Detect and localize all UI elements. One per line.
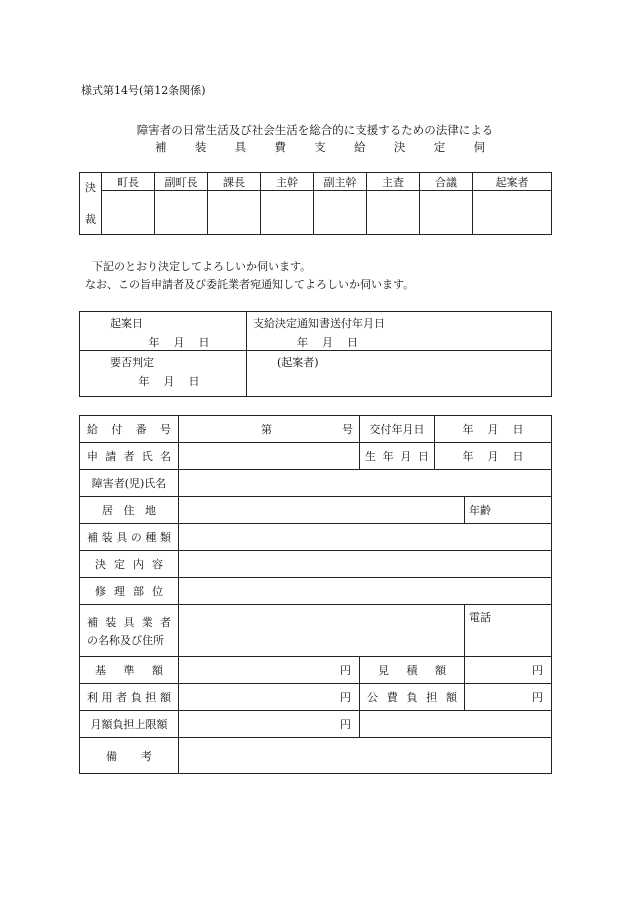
applicant-name-label: 申 請 者 氏 名 bbox=[80, 443, 179, 470]
stamp-box[interactable] bbox=[102, 191, 155, 235]
age-label: 年齢 bbox=[469, 504, 491, 517]
role-mayor: 町長 bbox=[102, 173, 155, 191]
device-type-field[interactable] bbox=[179, 524, 552, 551]
role-drafter: 起案者 bbox=[473, 173, 552, 191]
user-burden-label: 利 用 者 負 担 額 bbox=[80, 684, 179, 711]
public-burden-field[interactable]: 円 bbox=[465, 684, 552, 711]
necessity-ymd: 年 月 日 bbox=[138, 375, 200, 388]
monthly-limit-label: 月額負担上限額 bbox=[80, 711, 179, 738]
stamp-box[interactable] bbox=[155, 191, 208, 235]
applicant-name-field[interactable] bbox=[179, 443, 360, 470]
repair-part-label: 修 理 部 位 bbox=[80, 578, 179, 605]
necessity-label: 要否判定 bbox=[110, 356, 154, 369]
notice-date-cell[interactable] bbox=[247, 312, 552, 351]
draft-date-label: 起案日 bbox=[110, 317, 143, 330]
remarks-label: 備 考 bbox=[80, 738, 179, 774]
user-burden-field[interactable]: 円 bbox=[179, 684, 360, 711]
role-deputy-manager: 副主幹 bbox=[314, 173, 367, 191]
role-section-chief: 課長 bbox=[208, 173, 261, 191]
public-burden-label: 公 費 負 担 額 bbox=[360, 684, 465, 711]
role-chief-clerk: 主査 bbox=[367, 173, 420, 191]
birth-date-field[interactable]: 年 月 日 bbox=[435, 443, 552, 470]
stamp-box[interactable] bbox=[314, 191, 367, 235]
address-field[interactable] bbox=[179, 497, 465, 524]
birth-date-label: 生 年 月 日 bbox=[360, 443, 435, 470]
body-text-1: 下記のとおり決定してよろしいか伺います。 bbox=[92, 260, 312, 273]
issue-date-field[interactable]: 年 月 日 bbox=[435, 416, 552, 443]
stamp-box[interactable] bbox=[208, 191, 261, 235]
title-line-2: 補 装 具 費 支 給 決 定 伺 bbox=[155, 140, 485, 154]
device-type-label: 補 装 具 の 種 類 bbox=[80, 524, 179, 551]
issue-date-label: 交付年月日 bbox=[360, 416, 435, 443]
approval-side-label: 決 裁 bbox=[80, 173, 102, 235]
approval-table bbox=[79, 172, 552, 235]
benefit-number-label: 給 付 番 号 bbox=[80, 416, 179, 443]
draft-date-ymd: 年 月 日 bbox=[148, 336, 210, 349]
disabled-person-name-field[interactable] bbox=[179, 470, 552, 497]
role-deputy-mayor: 副町長 bbox=[155, 173, 208, 191]
form-number: 様式第14号(第12条関係) bbox=[81, 84, 206, 97]
repair-part-field[interactable] bbox=[179, 578, 552, 605]
phone-label: 電話 bbox=[469, 611, 491, 624]
notice-date-label: 支給決定通知書送付年月日 bbox=[253, 317, 385, 330]
address-label: 居 住 地 bbox=[80, 497, 179, 524]
stamp-box[interactable] bbox=[261, 191, 314, 235]
estimate-label: 見 積 額 bbox=[360, 657, 465, 684]
stamp-box[interactable] bbox=[367, 191, 420, 235]
notice-date-ymd: 年 月 日 bbox=[297, 336, 358, 349]
standard-amount-field[interactable]: 円 bbox=[179, 657, 360, 684]
vendor-label: 補 装 具 業 者 の名称及び住所 bbox=[80, 605, 179, 657]
decision-label: 決 定 内 容 bbox=[80, 551, 179, 578]
phone-field[interactable] bbox=[465, 605, 552, 657]
benefit-number-field[interactable]: 第 号 bbox=[179, 416, 360, 443]
drafter-label: (起案者) bbox=[277, 356, 319, 369]
age-field[interactable] bbox=[465, 497, 552, 524]
main-table bbox=[79, 415, 552, 774]
disabled-person-name-label: 障害者(児)氏名 bbox=[80, 470, 179, 497]
drafter-cell[interactable] bbox=[247, 351, 552, 397]
vendor-field[interactable] bbox=[179, 605, 465, 657]
title-line-1: 障害者の日常生活及び社会生活を総合的に支援するための法律による bbox=[136, 123, 494, 137]
monthly-limit-field[interactable]: 円 bbox=[179, 711, 360, 738]
standard-amount-label: 基 準 額 bbox=[80, 657, 179, 684]
stamp-box[interactable] bbox=[420, 191, 473, 235]
decision-field[interactable] bbox=[179, 551, 552, 578]
monthly-limit-blank bbox=[360, 711, 552, 738]
remarks-field[interactable] bbox=[179, 738, 552, 774]
necessity-cell[interactable] bbox=[80, 351, 247, 397]
dates-table bbox=[79, 311, 552, 397]
stamp-box[interactable] bbox=[473, 191, 552, 235]
role-manager: 主幹 bbox=[261, 173, 314, 191]
draft-date-cell[interactable] bbox=[80, 312, 247, 351]
estimate-field[interactable]: 円 bbox=[465, 657, 552, 684]
role-consultation: 合議 bbox=[420, 173, 473, 191]
body-text-2: なお、この旨申請者及び委託業者宛通知してよろしいか伺います。 bbox=[85, 278, 415, 291]
